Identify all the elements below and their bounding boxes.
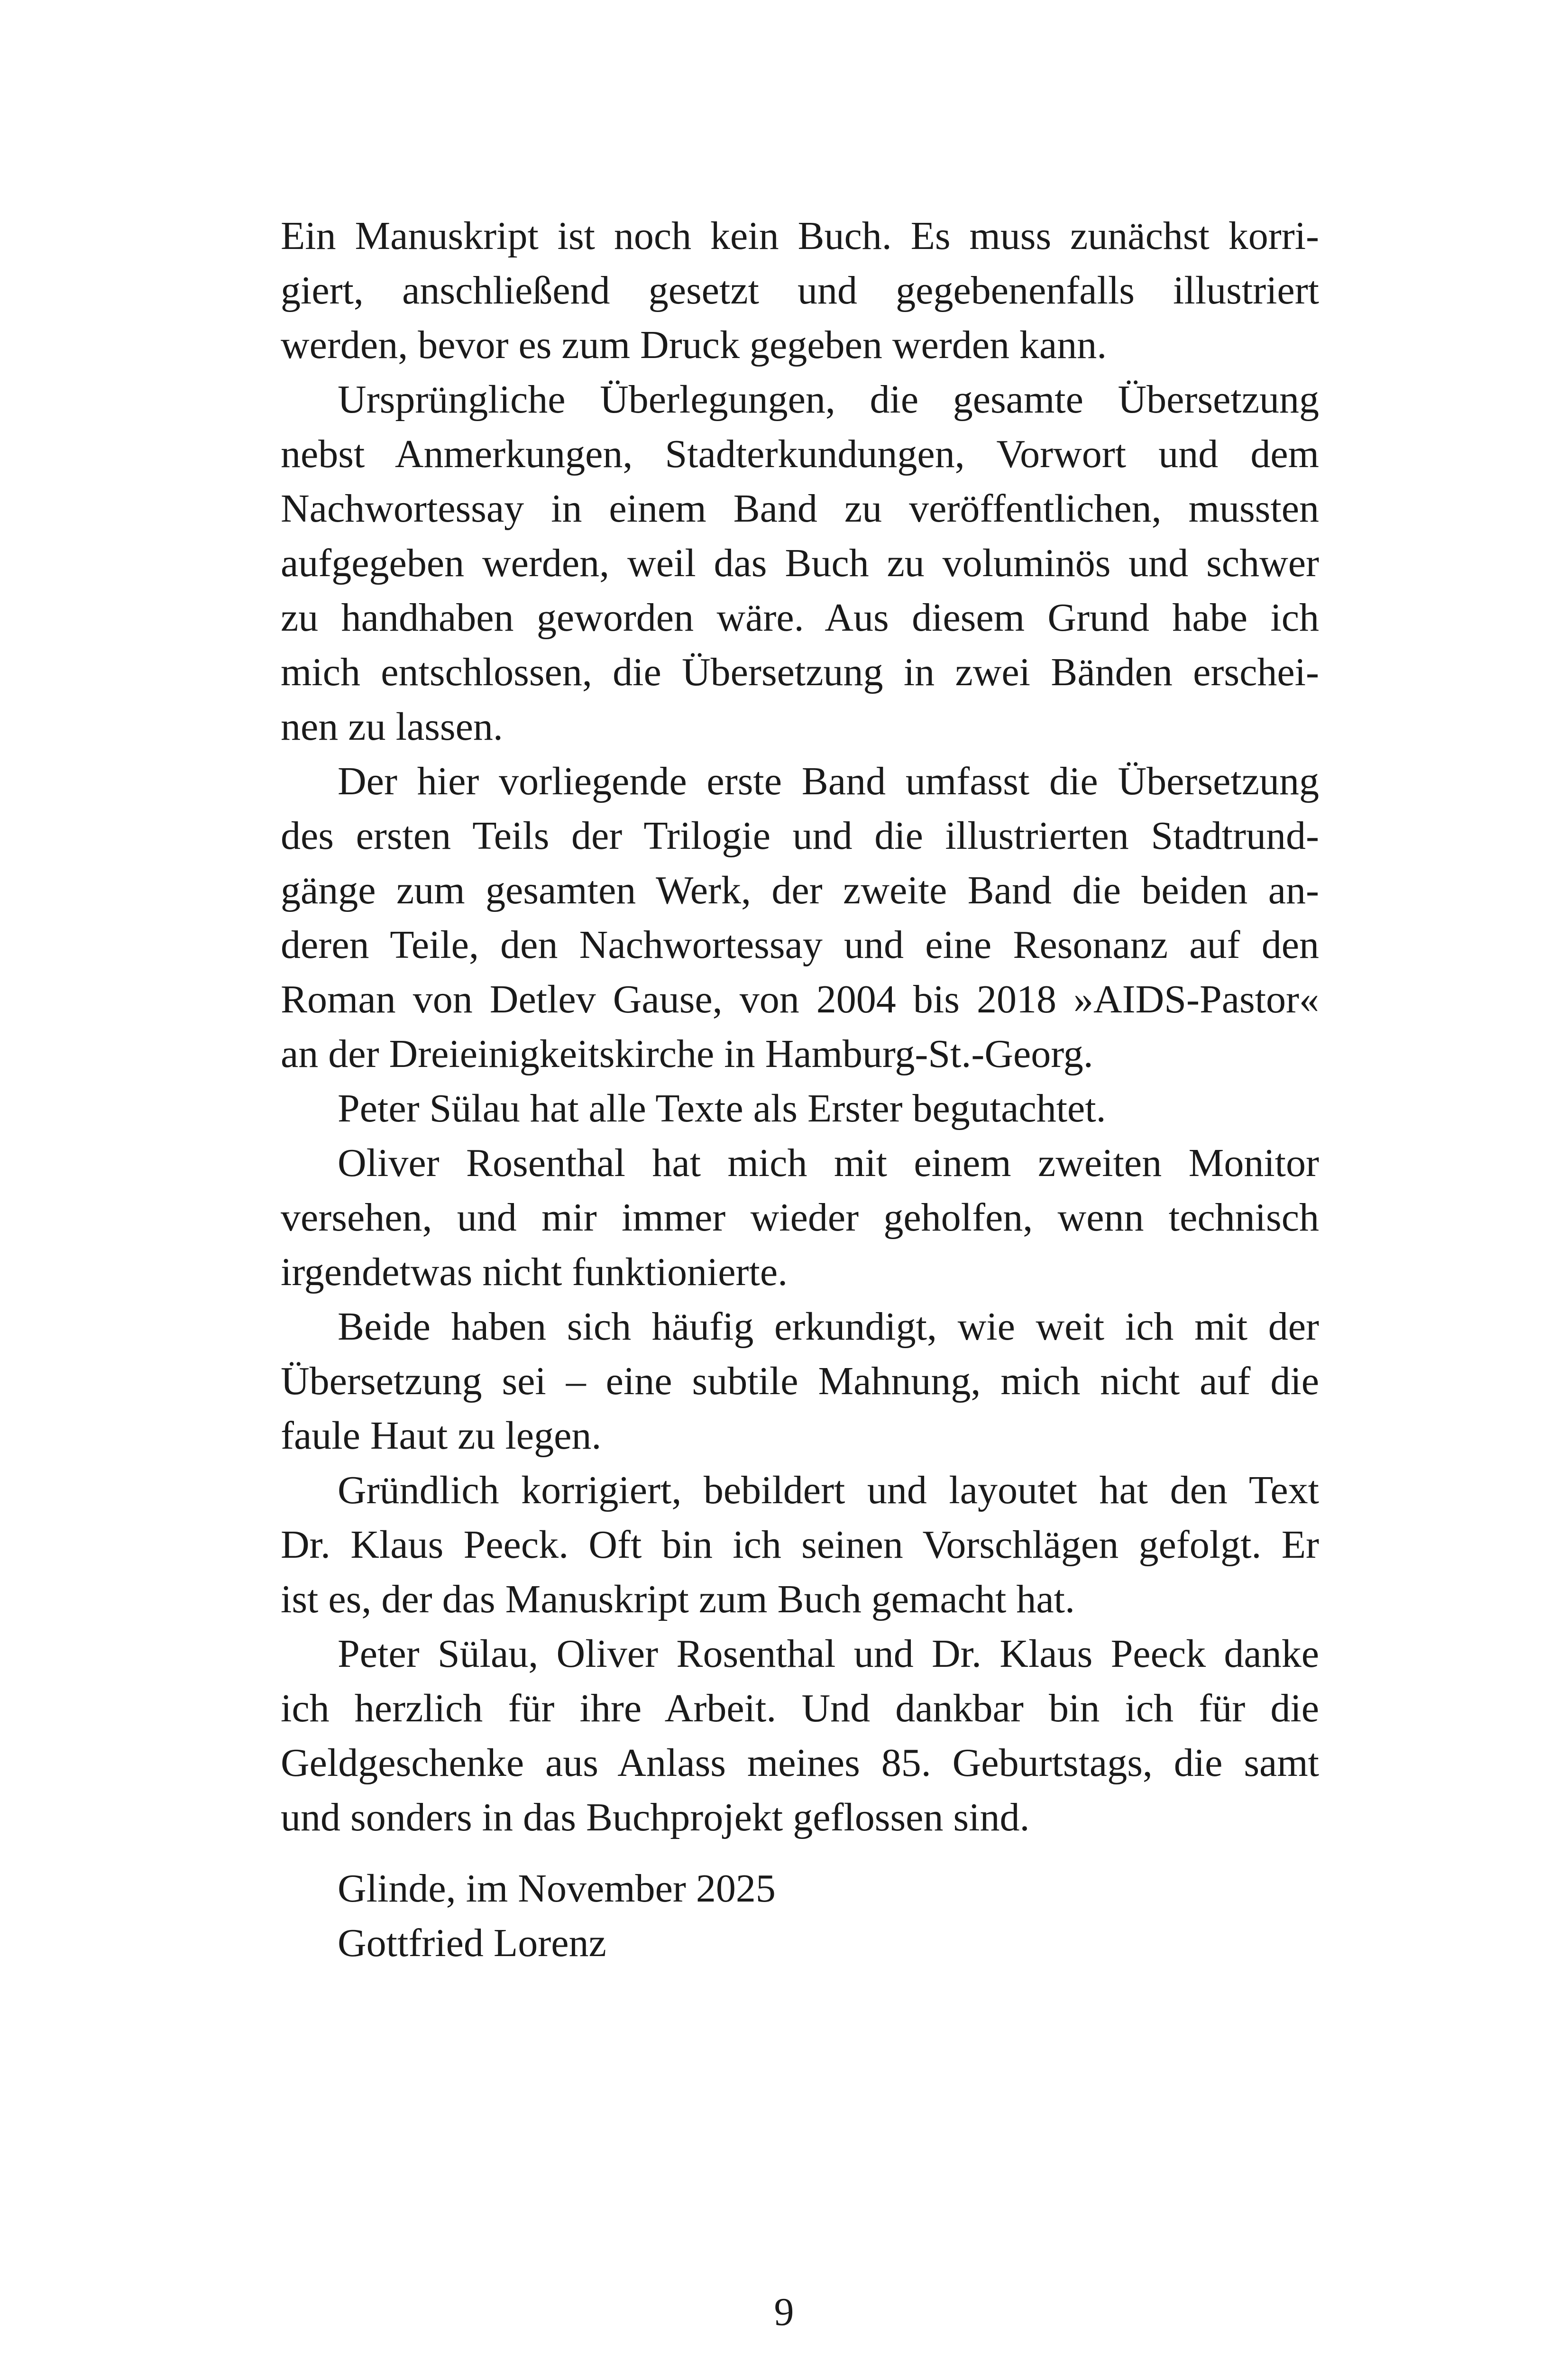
text-line: an der Dreieinigkeitskirche in Hamburg-St.-Georg.	[281, 1032, 1093, 1076]
text-line: werden, bevor es zum Druck gegeben werden kann.	[281, 323, 1107, 367]
text-line: Übersetzung sei – eine subtile Mahnung, mich nicht auf die	[281, 1359, 1319, 1403]
text-line: Dr. Klaus Peeck. Oft bin ich seinen Vorschlägen gefolgt. Er	[281, 1523, 1319, 1567]
text-line: Geldgeschenke aus Anlass meines 85. Geburtstags, die samt	[281, 1741, 1319, 1785]
text-line: nen zu lassen.	[281, 705, 503, 749]
paragraph	[281, 754, 1319, 1081]
text-line: Der hier vorliegende erste Band umfasst die Übersetzung	[338, 759, 1319, 803]
text-line: ich herzlich für ihre Arbeit. Und dankbar bin ich für die	[281, 1686, 1319, 1730]
signature-block	[338, 1861, 1191, 1970]
text-line: deren Teile, den Nachwortessay und eine Resonanz auf den	[281, 923, 1319, 967]
paragraph	[281, 372, 1319, 754]
text-line: Peter Sülau, Oliver Rosenthal und Dr. Klaus Peeck danke	[338, 1632, 1319, 1676]
place-date: Glinde, im November 2025	[338, 1866, 776, 1911]
text-line: Beide haben sich häufig erkundigt, wie weit ich mit der	[338, 1305, 1319, 1349]
paragraph	[281, 1299, 1319, 1463]
page-number: 9	[774, 2290, 794, 2334]
paragraph	[281, 1463, 1319, 1627]
text-line: Gründlich korrigiert, bebildert und layoutet hat den Text	[338, 1468, 1319, 1512]
text-line: zu handhaben geworden wäre. Aus diesem Grund habe ich	[281, 596, 1319, 640]
text-line: irgendetwas nicht funktionierte.	[281, 1250, 788, 1294]
text-line: ist es, der das Manuskript zum Buch gemacht hat.	[281, 1577, 1075, 1621]
text-line: Roman von Detlev Gause, von 2004 bis 2018 »AIDS-Pastor«	[281, 977, 1319, 1021]
text-line: aufgegeben werden, weil das Buch zu voluminös und schwer	[281, 541, 1319, 585]
text-line: Peter Sülau hat alle Texte als Erster begutachtet.	[338, 1086, 1106, 1130]
text-line: des ersten Teils der Trilogie und die illustrierten Stadtrund-	[281, 814, 1319, 858]
text-line: gänge zum gesamten Werk, der zweite Band die beiden an-	[281, 868, 1319, 912]
text-line: Nachwortessay in einem Band zu veröffentlichen, mussten	[281, 487, 1319, 531]
author-name: Gottfried Lorenz	[338, 1921, 606, 1965]
paragraph	[281, 209, 1319, 372]
text-line: Oliver Rosenthal hat mich mit einem zweiten Monitor	[338, 1141, 1319, 1185]
text-line: faule Haut zu legen.	[281, 1414, 602, 1458]
paragraph	[281, 1627, 1319, 1845]
text-line: und sonders in das Buchprojekt geflossen sind.	[281, 1795, 1030, 1839]
text-line: versehen, und mir immer wieder geholfen, wenn technisch	[281, 1195, 1319, 1240]
text-line: Ein Manuskript ist noch kein Buch. Es muss zunächst korri-	[281, 214, 1319, 258]
paragraph	[281, 1081, 1319, 1136]
paragraph	[281, 1136, 1319, 1299]
body-text	[281, 209, 1319, 1845]
text-line: mich entschlossen, die Übersetzung in zwei Bänden erschei-	[281, 650, 1319, 694]
text-line: Ursprüngliche Überlegungen, die gesamte Übersetzung	[338, 377, 1319, 422]
text-line: nebst Anmerkungen, Stadterkundungen, Vorwort und dem	[281, 432, 1319, 476]
text-line: giert, anschließend gesetzt und gegebenenfalls illustriert	[281, 268, 1319, 312]
